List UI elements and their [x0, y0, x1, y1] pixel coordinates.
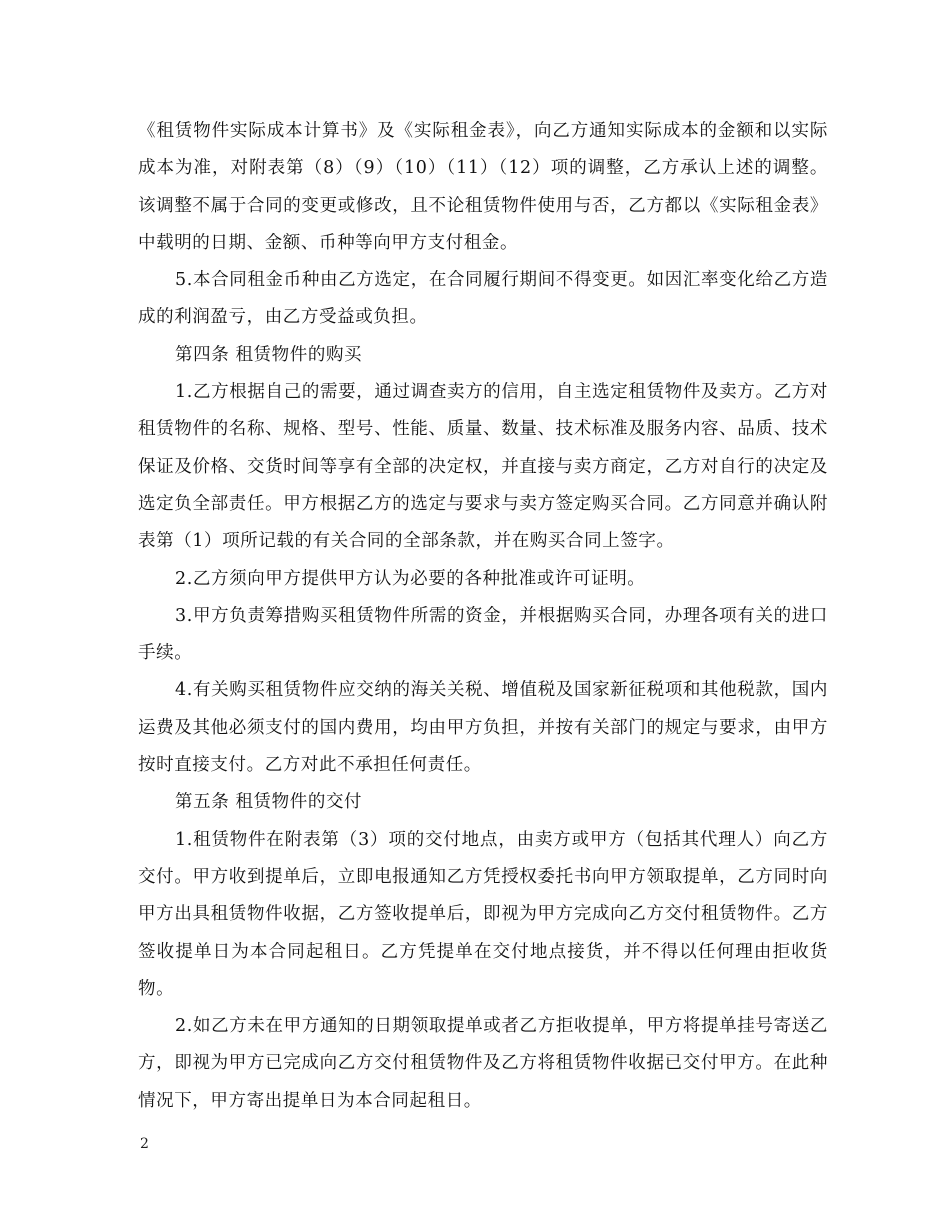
paragraph-clause-4-2: 2.乙方须向甲方提供甲方认为必要的各种批准或许可证明。	[175, 568, 646, 589]
document-body	[138, 113, 828, 1120]
paragraph-clause-3-5: 5.本合同租金币种由乙方选定，在合同履行期间不得变更。如因汇率变化给乙方造成的利润盈亏，由乙方受益或负担。	[138, 270, 828, 328]
section-heading-article-4: 第四条 租赁物件的购买	[175, 344, 363, 365]
paragraph-clause-5-2: 2.如乙方未在甲方通知的日期领取提单或者乙方拒收提单，甲方将提单挂号寄送乙方，即视为甲方已完成向乙方交付租赁物件及乙方将租赁物件收据已交付甲方。在此种情况下，甲方寄出提单日为本合同起租日。	[138, 1016, 828, 1111]
page-number: 2	[140, 1136, 149, 1152]
section-heading-article-5: 第五条 租赁物件的交付	[175, 792, 363, 813]
paragraph-clause-4-4: 4.有关购买租赁物件应交纳的海关关税、增值税及国家新征税项和其他税款，国内运费及其他必须支付的国内费用，均由甲方负担，并按有关部门的规定与要求，由甲方按时直接支付。乙方对此不承担任何责任。	[138, 680, 828, 776]
paragraph-continuation: 《租赁物件实际成本计算书》及《实际租金表》，向乙方通知实际成本的金额和以实际成本为准，对附表第（8）（9）（10）（11）（12）项的调整，乙方承认上述的调整。该调整不属于合同的变更或修改，且不论租赁物件使用与否，乙方都以《实际租金表》中载明的日期、金额、币种等向甲方支付租金。	[138, 121, 828, 253]
paragraph-clause-5-1: 1.租赁物件在附表第（3）项的交付地点，由卖方或甲方（包括其代理人）向乙方交付。甲方收到提单后，立即电报通知乙方凭授权委托书向甲方领取提单，乙方同时向甲方出具租赁物件收据，乙方签收提单后，即视为甲方完成向乙方交付租赁物件。乙方签收提单日为本合同起租日。乙方凭提单在交付地点接货，并不得以任何理由拒收货物。	[138, 829, 828, 999]
paragraph-clause-4-1: 1.乙方根据自己的需要，通过调查卖方的信用，自主选定租赁物件及卖方。乙方对租赁物件的名称、规格、型号、性能、质量、数量、技术标准及服务内容、品质、技术保证及价格、交货时间等享有全部的决定权，并直接与卖方商定，乙方对自行的决定及选定负全部责任。甲方根据乙方的选定与要求与卖方签定购买合同。乙方同意并确认附表第（1）项所记载的有关合同的全部条款，并在购买合同上签字。	[138, 382, 828, 552]
paragraph-clause-4-3: 3.甲方负责筹措购买租赁物件所需的资金，并根据购买合同，办理各项有关的进口手续。	[138, 605, 828, 664]
